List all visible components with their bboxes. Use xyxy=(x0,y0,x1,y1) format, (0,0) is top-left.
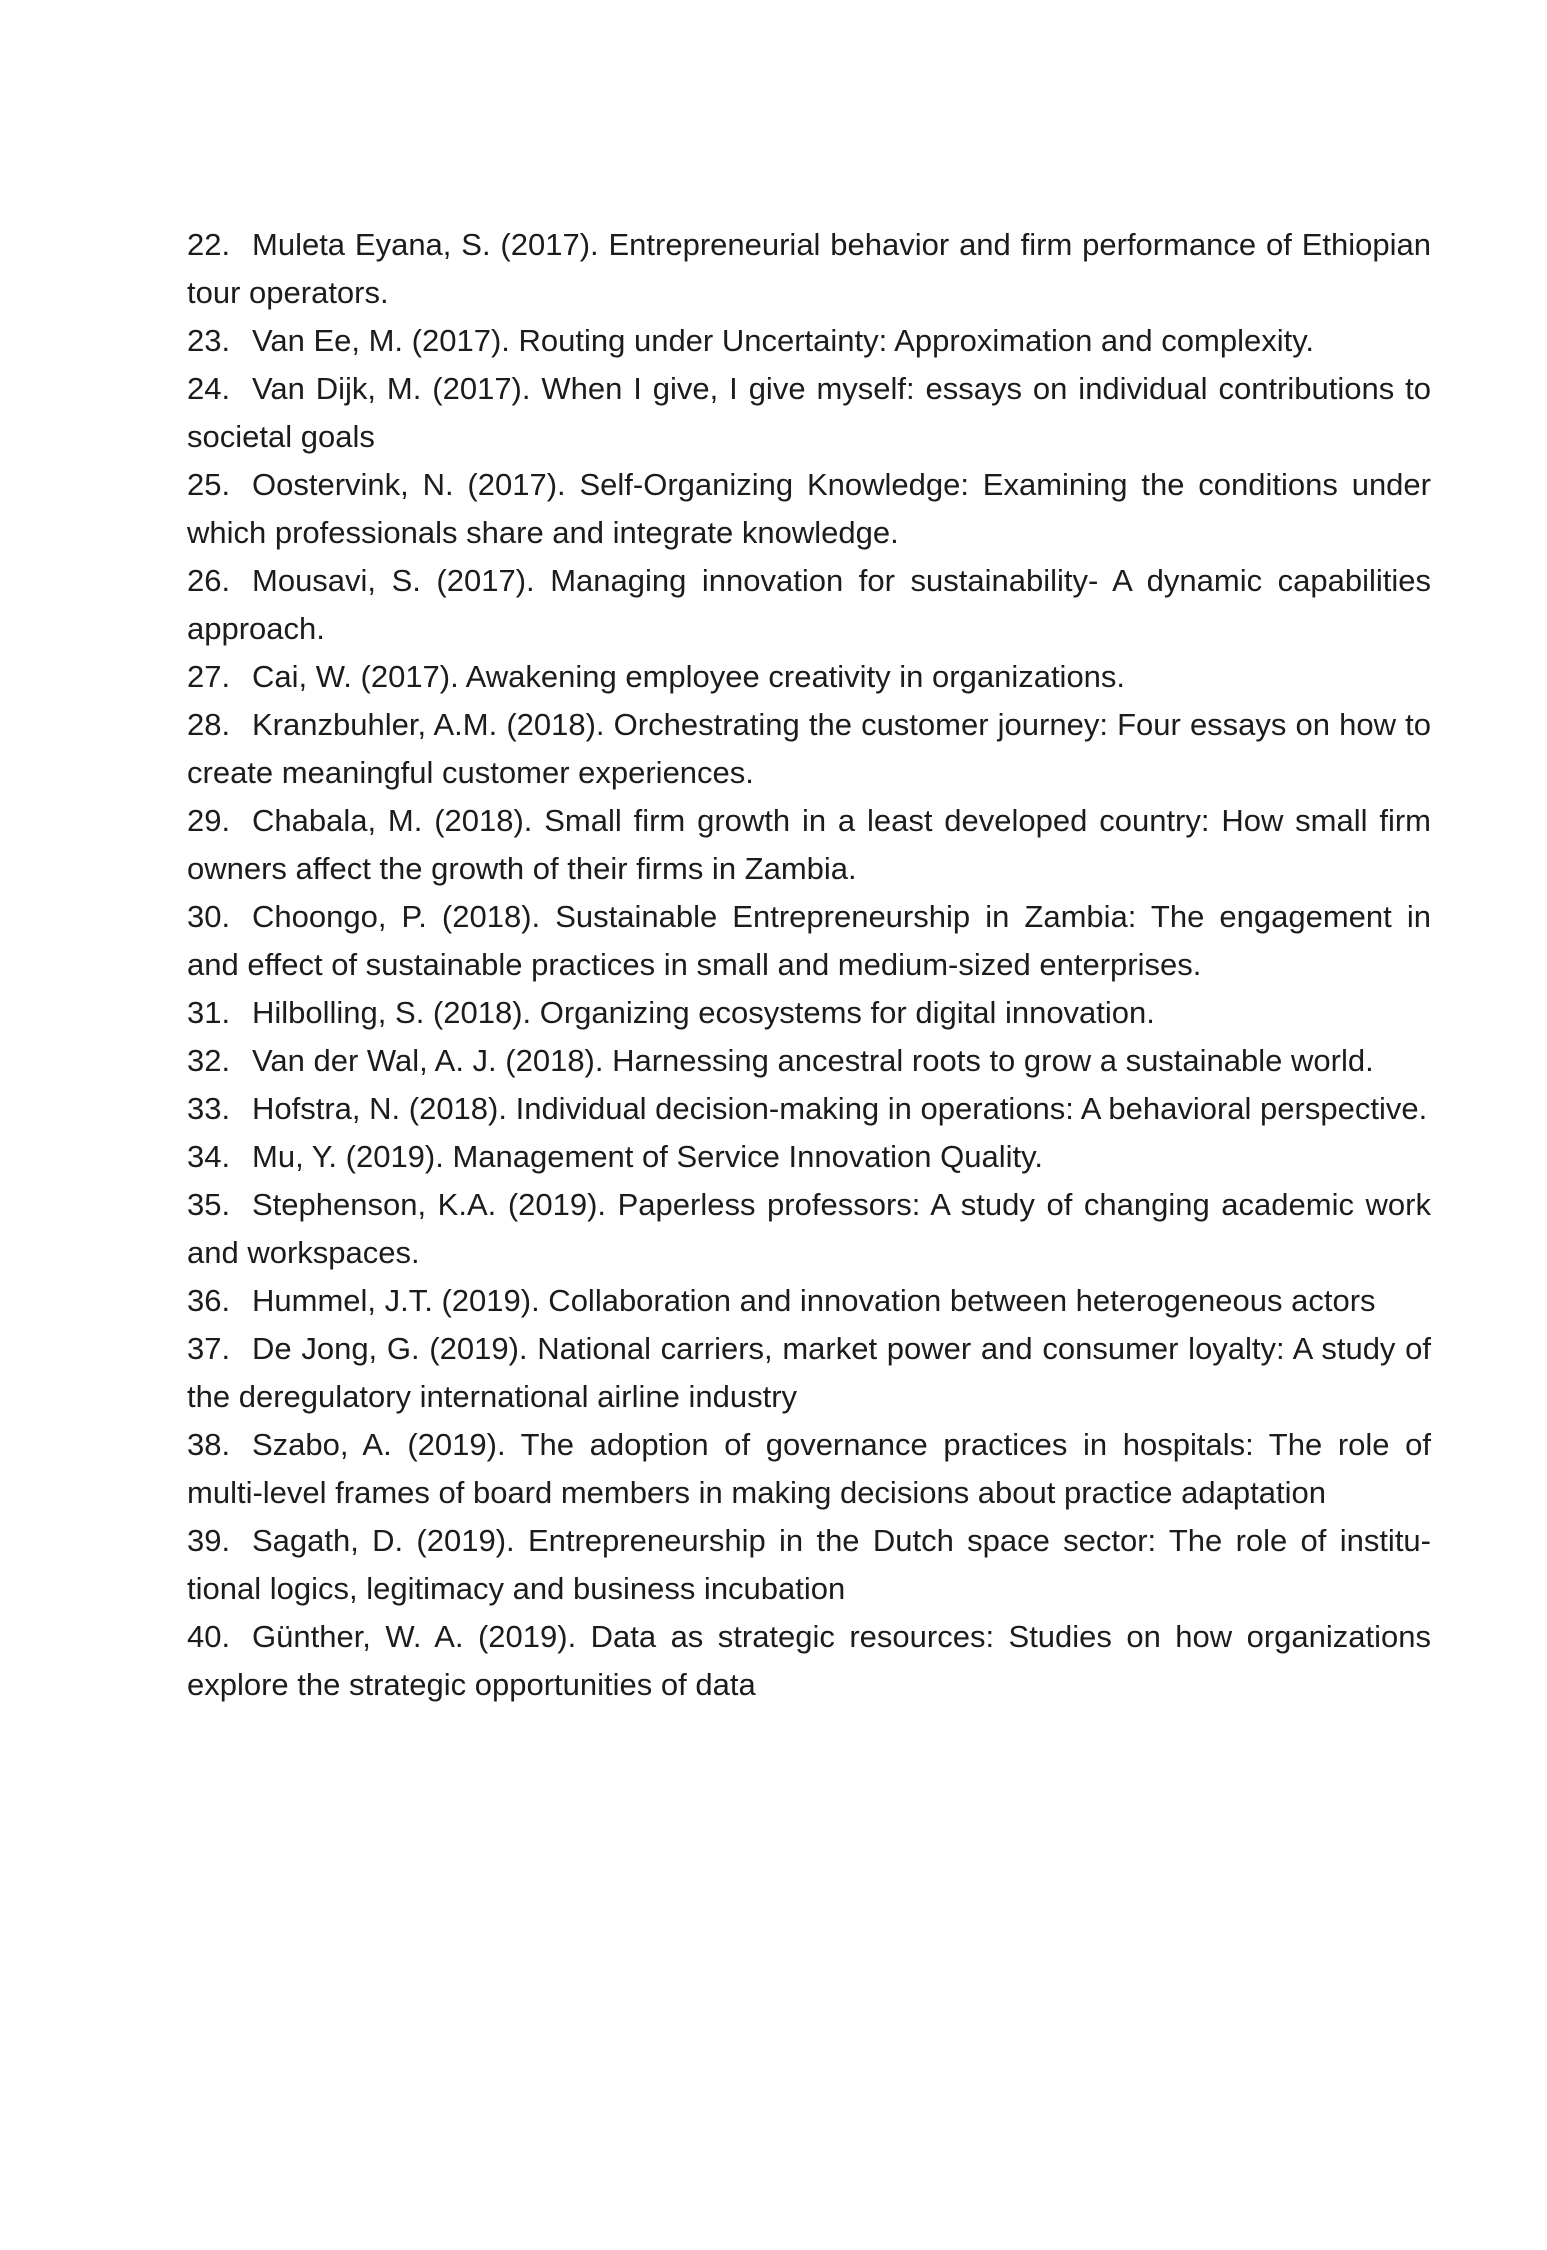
reference-item-37 xyxy=(187,1325,1431,1421)
reference-number: 35. xyxy=(187,1187,231,1222)
reference-item-40 xyxy=(187,1613,1431,1709)
reference-item-29 xyxy=(187,797,1431,893)
reference-number: 30. xyxy=(187,899,231,934)
reference-number: 34. xyxy=(187,1139,231,1174)
reference-item-30 xyxy=(187,893,1431,989)
reference-item-36 xyxy=(187,1277,1431,1325)
reference-item-24 xyxy=(187,365,1431,461)
reference-text: Hilbolling, S. (2018). Organizing ecosystems for digital innovation. xyxy=(252,995,1155,1030)
reference-text: Kranzbuhler, A.M. (2018). Orchestrating the customer journey: Four essays on how to create meaningful customer experiences. xyxy=(187,707,1431,790)
reference-number: 36. xyxy=(187,1283,231,1318)
reference-number: 37. xyxy=(187,1331,231,1366)
reference-text: Hummel, J.T. (2019). Collaboration and innovation between heterogeneous actors xyxy=(252,1283,1376,1318)
reference-text: Mousavi, S. (2017). Managing innovation for sustainability- A dynamic capabilities approach. xyxy=(187,563,1431,646)
reference-number: 26. xyxy=(187,563,231,598)
reference-text: Van Ee, M. (2017). Routing under Uncertainty: Approximation and complexity. xyxy=(252,323,1315,358)
reference-item-22 xyxy=(187,221,1431,317)
reference-number: 32. xyxy=(187,1043,231,1078)
reference-number: 29. xyxy=(187,803,231,838)
reference-number: 31. xyxy=(187,995,231,1030)
reference-item-28 xyxy=(187,701,1431,797)
reference-item-35 xyxy=(187,1181,1431,1277)
reference-text: Mu, Y. (2019). Management of Service Innovation Quality. xyxy=(252,1139,1043,1174)
reference-text: Muleta Eyana, S. (2017). Entrepreneurial behavior and firm performance of Ethiopian tour operators. xyxy=(187,227,1431,310)
reference-number: 38. xyxy=(187,1427,231,1462)
reference-text: Cai, W. (2017). Awakening employee creativity in organizations. xyxy=(252,659,1126,694)
reference-item-32 xyxy=(187,1037,1431,1085)
reference-number: 24. xyxy=(187,371,231,406)
reference-item-25 xyxy=(187,461,1431,557)
reference-text: Günther, W. A. (2019). Data as strategic resources: Studies on how organizations explore the strategic opportunities of data xyxy=(187,1619,1431,1702)
reference-number: 23. xyxy=(187,323,231,358)
reference-text: Chabala, M. (2018). Small firm growth in a least developed country: How small firm owners affect the growth of their firms in Zambia. xyxy=(187,803,1431,886)
reference-number: 22. xyxy=(187,227,231,262)
reference-item-26 xyxy=(187,557,1431,653)
reference-number: 27. xyxy=(187,659,231,694)
reference-text: De Jong, G. (2019). National carriers, market power and consumer loyalty: A study of the deregulatory international airline industry xyxy=(187,1331,1431,1414)
reference-number: 39. xyxy=(187,1523,231,1558)
reference-item-34 xyxy=(187,1133,1431,1181)
reference-text: Szabo, A. (2019). The adoption of governance practices in hospitals: The role of multi-level frames of board members in making decisions about practice adaptation xyxy=(187,1427,1431,1510)
reference-text: Van der Wal, A. J. (2018). Harnessing ancestral roots to grow a sustainable world. xyxy=(252,1043,1374,1078)
reference-item-27 xyxy=(187,653,1431,701)
reference-number: 33. xyxy=(187,1091,231,1126)
reference-item-31 xyxy=(187,989,1431,1037)
reference-number: 40. xyxy=(187,1619,231,1654)
reference-text: Stephenson, K.A. (2019). Paperless professors: A study of changing academic work and workspaces. xyxy=(187,1187,1431,1270)
reference-text: Sagath, D. (2019). Entrepreneurship in the Dutch space sector: The role of institu-tional logics, legitimacy and business incubation xyxy=(187,1523,1431,1606)
reference-text: Oostervink, N. (2017). Self-Organizing Knowledge: Examining the conditions under which professionals share and integrate knowledge. xyxy=(187,467,1431,550)
reference-text: Hofstra, N. (2018). Individual decision-making in operations: A behavioral perspective. xyxy=(252,1091,1428,1126)
reference-item-33 xyxy=(187,1085,1431,1133)
reference-text: Choongo, P. (2018). Sustainable Entrepreneurship in Zambia: The engagement in and effect of sustainable practices in small and medium-sized enterprises. xyxy=(187,899,1431,982)
reference-item-39 xyxy=(187,1517,1431,1613)
reference-item-23 xyxy=(187,317,1431,365)
reference-text: Van Dijk, M. (2017). When I give, I give myself: essays on individual contributions to societal goals xyxy=(187,371,1431,454)
reference-number: 25. xyxy=(187,467,231,502)
reference-item-38 xyxy=(187,1421,1431,1517)
reference-number: 28. xyxy=(187,707,231,742)
reference-list xyxy=(187,221,1431,1709)
